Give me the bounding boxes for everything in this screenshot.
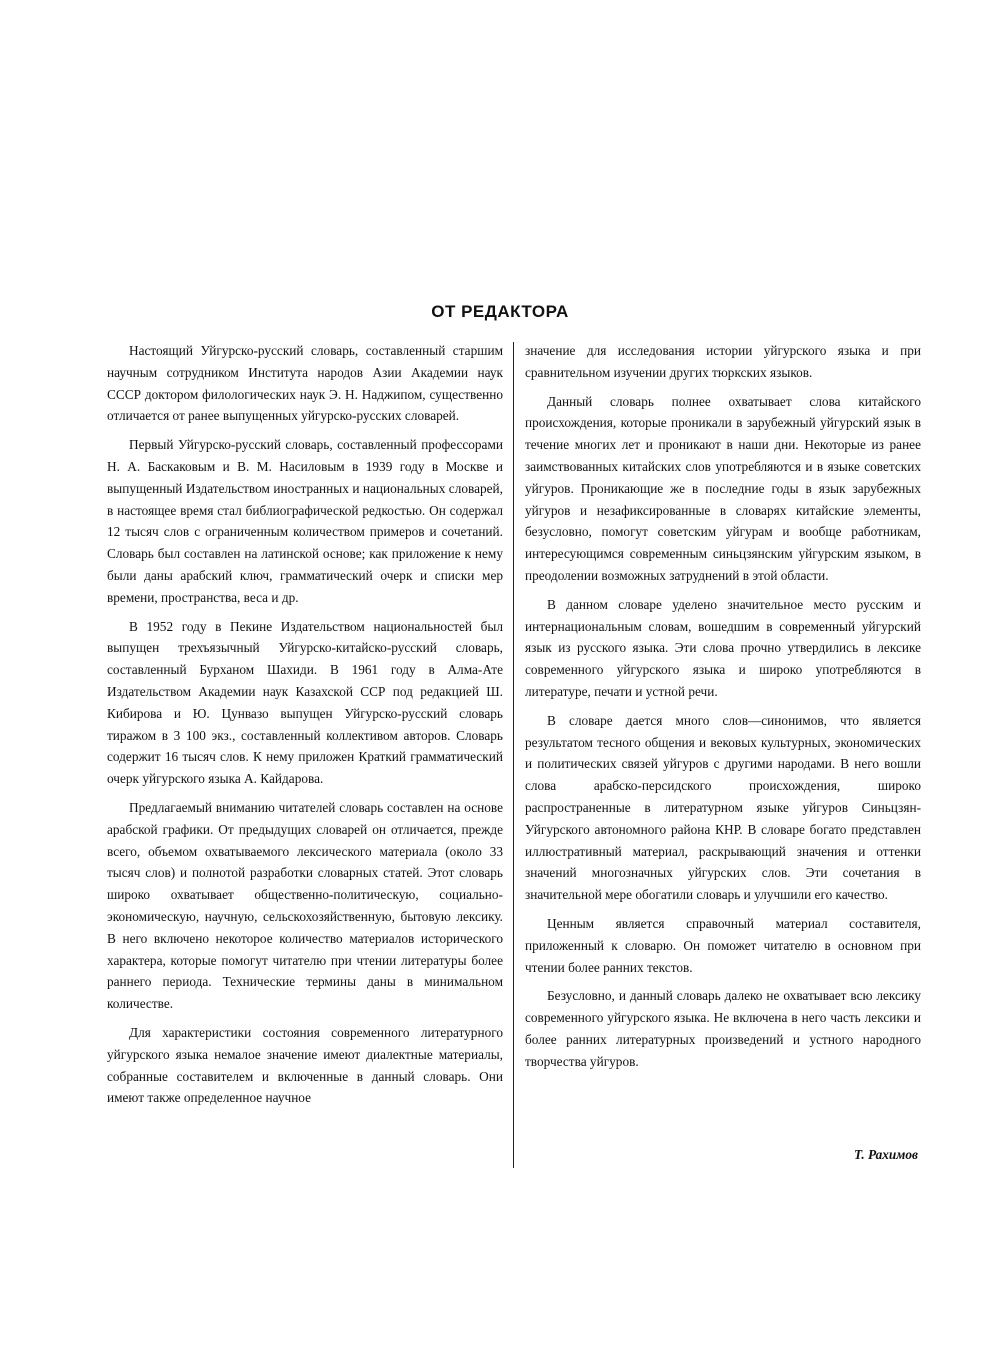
paragraph: Настоящий Уйгурско-русский словарь, составленный старшим научным сотрудником Института народов Азии Академии наук СССР доктором филологических наук Э. Н. Наджипом, существенно отличается от ранее выпущенных уйгурско-русских словарей.: [107, 343, 503, 424]
paragraph: Безусловно, и данный словарь далеко не охватывает всю лексику современного уйгурского языка. Не включена в него часть лексики и более ранних литературных произведений и устного народного творчества уйгуров.: [525, 988, 921, 1069]
signature: Т. Рахимов: [854, 1147, 918, 1162]
column-divider: [513, 342, 514, 1168]
paragraph: Данный словарь полнее охватывает слова китайского происхождения, которые проникали в зарубежный уйгурский язык в течение многих лет и проникают в наши дни. Некоторые из ранее заимствованных китайских слов употребляются и в языке советских уйгуров. Проникающие же в последние годы в язык зарубежных уйгуров и незафиксированные в словарях китайские элементы, безусловно, помогут советским уйгурам и вообще работникам, интересующимся современным синьцзянским уйгурским языком, в преодолении возможных затруднений в этой области.: [525, 393, 921, 583]
left-column: [107, 340, 503, 1116]
paragraph: В словаре дается много слов—синонимов, что является результатом тесного общения и вековых культурных, экономических и политических связей уйгуров с другими народами. В него вошли слова арабско-персидского происхождения, широко распространенные в литературном языке уйгуров Синьцзян-Уйгурского автономного района КНР. В словаре богато представлен иллюстративный материал, раскрывающий значения и оттенки значений многозначных уйгурских слов. Эти сочетания в значительной мере обогатили словарь и улучшили его качество.: [525, 712, 921, 903]
page-title: ОТ РЕДАКТОРА: [431, 302, 569, 321]
right-column: [525, 340, 921, 1080]
paragraph: Ценным является справочный материал составителя, приложенный к словарю. Он поможет читателю в основном при чтении более ранних текстов.: [525, 915, 921, 975]
paragraph: В 1952 году в Пекине Издательством национальностей был выпущен трехъязычный Уйгурско-китайско-русский словарь, составленный Бурханом Шахиди. В 1961 году в Алма-Ате Издательством Академии наук Казахской ССР под редакцией Ш. Кибирова и Ю. Цунвазо выпущен Уйгурско-русский словарь тиражом в 3 100 экз., составленный коллективом авторов. Словарь содержит 16 тысяч слов. К нему приложен Краткий грамматический очерк уйгурского языка А. Кайдарова.: [107, 618, 503, 787]
paragraph: В данном словаре уделено значительное место русским и интернациональным словам, вошедшим в современный уйгурский язык из русского языка. Эти слова прочно утвердились в лексике современного уйгурского языка и широко употребляются в литературе, печати и устной речи.: [525, 596, 921, 699]
paragraph: значение для исследования истории уйгурского языка и при сравнительном изучении других тюркских языков.: [525, 343, 921, 380]
paragraph: Предлагаемый вниманию читателей словарь составлен на основе арабской графики. От предыдущих словарей он отличается, прежде всего, объемом охватываемого лексического материала (около 33 тысяч слов) и полнотой разработки словарных статей. Этот словарь широко охватывает общественно-политическую, социально-экономическую, научную, сельскохозяйственную, бытовую лексику. В него включено некоторое количество материалов исторического характера, которые помогут читателю при чтении литературы более раннего периода. Технические термины даны в минимальном количестве.: [107, 799, 503, 1012]
paragraph: Первый Уйгурско-русский словарь, составленный профессорами Н. А. Баскаковым и В. М. Насиловым в 1939 году в Москве и выпущенный Издательством иностранных и национальных словарей, в настоящее время стал библиографической редкостью. Он содержал 12 тысяч слов с ограниченным количеством примеров и сочетаний. Словарь был составлен на латинской основе; как приложение к нему были даны арабский ключ, грамматический очерк и списки мер времени, пространства, веса и др.: [107, 437, 503, 605]
paragraph: Для характеристики состояния современного литературного уйгурского языка немалое значение имеют диалектные материалы, собранные составителем и включенные в данный словарь. Они имеют также определенное научное: [107, 1024, 503, 1106]
